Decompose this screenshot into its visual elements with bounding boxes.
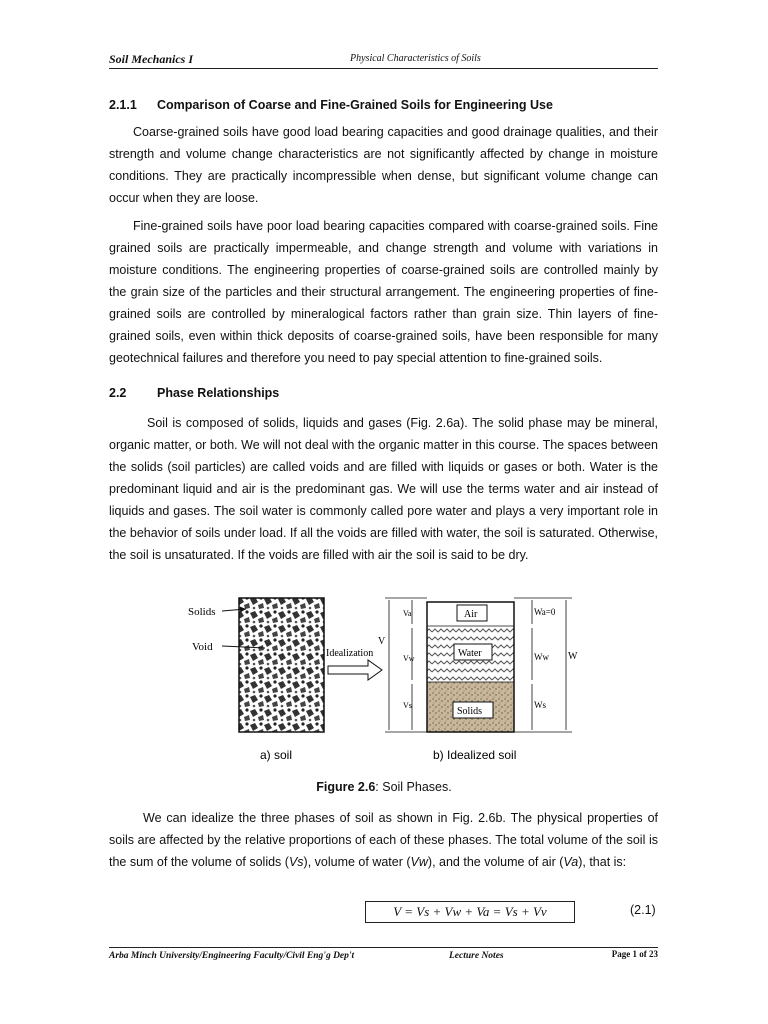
label-void: Void [192, 641, 213, 653]
paragraph-idealization: We can idealize the three phases of soil as shown in Fig. 2.6b. The physical properties of soils are affected by the relative proportions of each of these phases. The total volume of the soil is the sum of the volume of solids (Vs), volume of water (Vw), and the volume of air (Va), that is: [109, 811, 658, 869]
box-solids-label: Solids [457, 706, 483, 717]
heading-2-1-1 [109, 98, 553, 112]
label-solids: Solids [188, 606, 216, 618]
paragraph-phase-relationships: Soil is composed of solids, liquids and gases (Fig. 2.6a). The solid phase may be mineral, organic matter, or both. We will not deal with the organic matter in this course. The spaces between the solids (soil particles) are called voids and are filled with liquids or gases or both. Water is the predominant liquid and air is the predominant gas. We will use the terms water and air instead of liquids and gases. The soil water is commonly called pore water and plays a very important role in the behavior of soils under load. If all the voids are filled with water, the soil is saturated. Otherwise, the soil is unsaturated. If the voids are filled with air the soil is said to be dry. [109, 416, 658, 562]
label-Vs: Vs [403, 701, 412, 710]
label-Wa: Wa=0 [534, 607, 556, 617]
label-Va: Va [403, 609, 412, 618]
header-chapter-title: Physical Characteristics of Soils [350, 53, 481, 64]
box-water-label: Water [458, 648, 482, 659]
label-Ws: Ws [534, 700, 546, 710]
soil-sample [239, 598, 324, 732]
header-course-title: Soil Mechanics I [109, 52, 194, 66]
subcaption-a: a) soil [260, 748, 293, 762]
label-V: V [378, 636, 386, 647]
page-header [109, 52, 658, 69]
heading-title: Comparison of Coarse and Fine-Grained Soils for Engineering Use [157, 98, 553, 112]
soil-phases-figure [180, 596, 600, 766]
paragraph-coarse-grained: Coarse-grained soils have good load bearing capacities and good drainage qualities, and their strength and volume change characteristics are not significantly affected by change in moisture conditions. They are practically incompressible when dense, but significant volume change can occur when they are loose. [109, 125, 658, 205]
symbol-vw: Vw [410, 855, 428, 869]
footer-document-type: Lecture Notes [449, 951, 504, 961]
caption-text: : Soil Phases. [375, 780, 452, 794]
footer-institution: Arba Minch University/Engineering Faculty/Civil Eng'g Dep't [109, 951, 355, 961]
subcaption-b: b) Idealized soil [433, 748, 517, 762]
label-W: W [568, 651, 578, 662]
heading-2-2 [109, 386, 279, 400]
label-Vw: Vw [403, 654, 415, 663]
heading-number: 2.2 [109, 386, 127, 400]
box-air-label: Air [464, 609, 478, 620]
page-footer [109, 947, 658, 967]
heading-number: 2.1.1 [109, 98, 137, 112]
label-idealization: Idealization [326, 648, 374, 659]
equation-number: (2.1) [630, 903, 656, 917]
symbol-vs: Vs [288, 855, 304, 869]
caption-label: Figure 2.6 [316, 780, 376, 794]
figure-caption [0, 780, 768, 794]
equation-2-1: V = Vs + Vw + Va = Vs + Vv [365, 901, 575, 923]
label-Ww: Ww [534, 652, 549, 662]
heading-title: Phase Relationships [157, 386, 280, 400]
paragraph-fine-grained: Fine-grained soils have poor load bearing capacities compared with coarse-grained soils. Fine grained soils are practically impermeable, and change strength and volume with variations in moisture conditions. The engineering properties of coarse-grained soils are controlled mainly by the grain size of the particles and their structural arrangement. The engineering properties of fine-grained soils are controlled by mineralogical factors rather than grain size. Thin layers of fine-grained soils, even within thick deposits of coarse-grained soils, have been responsible for many geotechnical failures and therefore you need to pay special attention to fine-grained soils. [109, 219, 658, 365]
footer-page-number: Page 1 of 23 [611, 949, 658, 959]
symbol-va: Va [563, 855, 579, 869]
idealization-arrow [328, 660, 382, 680]
